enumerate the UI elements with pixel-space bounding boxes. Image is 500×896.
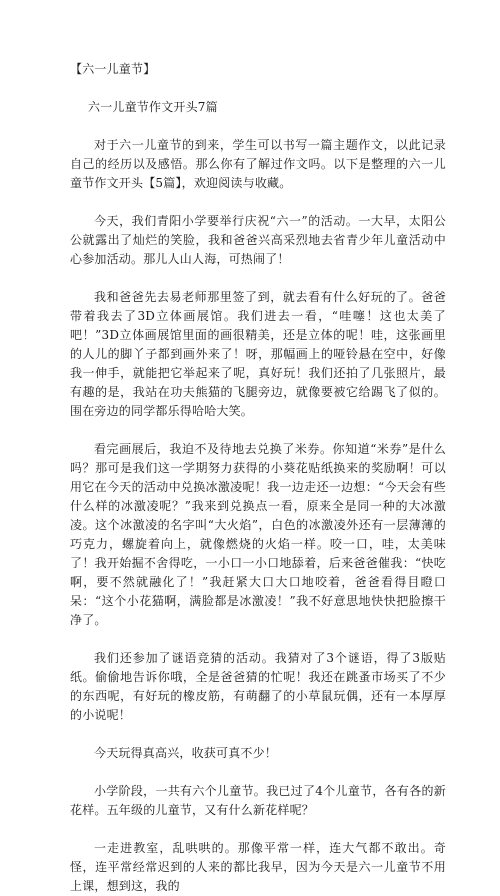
paragraph: 我和爸爸先去易老师那里签了到，就去看有什么好玩的了。爸爸带着我去了3D立体画展馆。我们进去一看，“哇噻！这也太美了吧！”3D立体画展馆里面的画很精美，还是立体的呢！哇，这张画里的人儿的脚丫子都到画外来了！呀，那幅画上的哑铃悬在空中，好像我一伸手，就能把它举起来了呢，真好玩！我们还拍了几张照片，最有趣的是，我站在功夫熊猫的飞腿旁边，就像要被它给踢飞了似的。围在旁边的同学都乐得哈哈大笑。 (70, 290, 446, 418)
paragraph-intro: 对于六一儿童节的到来，学生可以书写一篇主题作文，以此记录自己的经历以及感悟。那么你有了解过作文吗。以下是整理的六一儿童节作文开头【5篇】，欢迎阅读与收藏。 (70, 138, 446, 190)
paragraph: 今天玩得真高兴，收获可真不少！ (94, 746, 278, 760)
paragraph: 我们还参加了谜语竞猜的活动。我猜对了3个谜语，得了3版贴纸。偷偷地告诉你哦，全是爸爸猜的忙呢！我还在跳蚤市场买了不少的东西呢，有好玩的橡皮筋，有萌翻了的小草鼠玩偶，还有一本厚厚的小说呢！ (70, 651, 446, 722)
category-tag-title: 【六一儿童节】 (70, 62, 156, 76)
paragraph: 今天，我们青阳小学要举行庆祝“六一”的活动。一大早，太阳公公就露出了灿烂的笑脸，我和爸爸兴高采烈地去省青少年儿童活动中心参加活动。那儿人山人海，可热闹了！ (70, 214, 446, 266)
paragraph: 看完画展后，我迫不及待地去兑换了米券。你知道“米券”是什么吗？那可是我们这一学期努力获得的小葵花贴纸换来的奖励啊！可以用它在今天的活动中兑换冰激凌呢！我一边走还一边想：“今天会有些什么样的冰激凌呢？”我来到兑换点一看，原来全是同一种的大冰激凌。这个冰激凌的名字叫“大火焰”，白色的冰激凌外还有一层薄薄的巧克力，螺旋着向上，就像燃烧的火焰一样。咬一口，哇，太美味了！我开始掘不舍得吃，一小口一小口地舔着，后来爸爸催我：“快吃啊，要不然就融化了！”我赶紧大口大口地咬着，爸爸看得目瞪口呆：“这个小花猫啊，满脸都是冰激凌！”我不好意思地快快把脸擦干净了。 (70, 442, 446, 627)
paragraph: 小学阶段，一共有六个儿童节。我已过了4个儿童节，各有各的新花样。五年级的儿童节，又有什么新花样呢？ (70, 784, 446, 817)
page-title: 六一儿童节作文开头7篇 (88, 100, 218, 114)
document-body (70, 60, 446, 896)
paragraph: 一走进教室，乱哄哄的。那像平常一样，连大气都不敢出。奇怪，连平常经常迟到的人来的都比我早，因为今天是六一儿童节不用上课，想到这，我的 (70, 841, 446, 893)
